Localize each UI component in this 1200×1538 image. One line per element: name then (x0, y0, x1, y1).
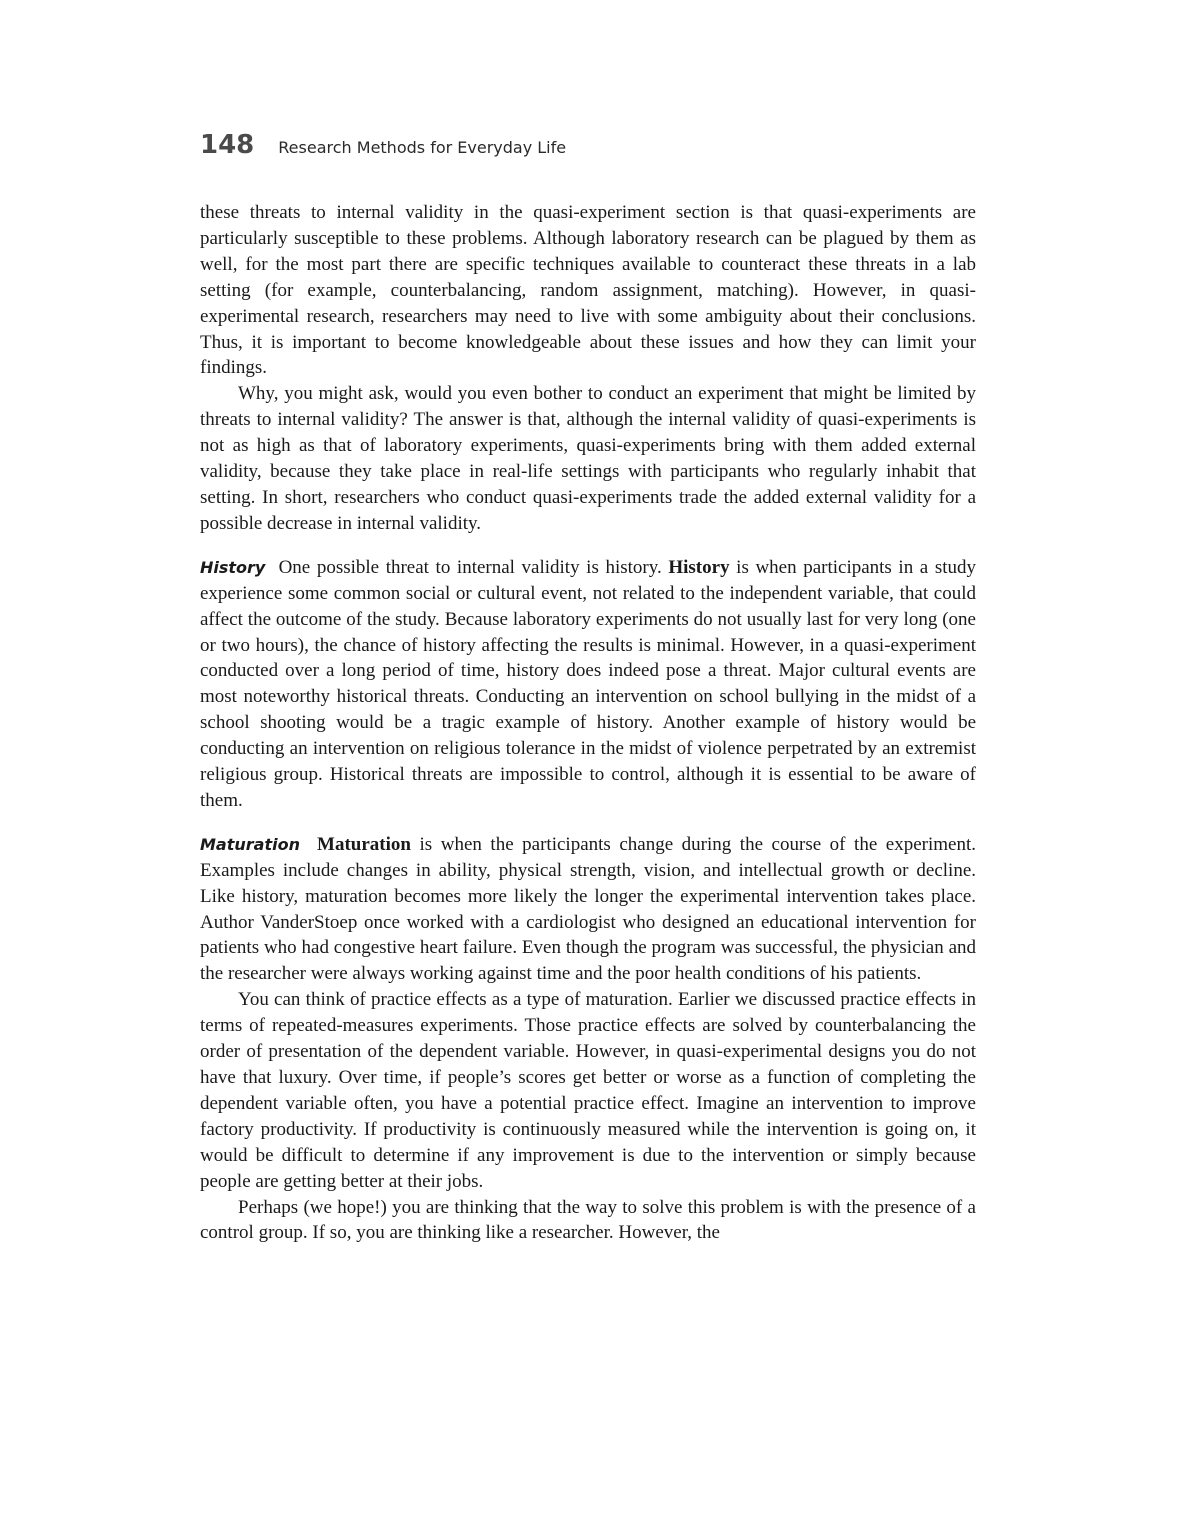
paragraph-lead: One possible threat to internal validity is history. (278, 556, 669, 578)
book-title: Research Methods for Everyday Life (278, 138, 567, 157)
running-head (200, 130, 976, 170)
section-heading-history: History (200, 557, 266, 577)
paragraph-text: is when the participants change during the course of the experiment. Examples include changes in ability, physical strength, vision, and intellectual growth or decline. Like history, maturation becomes more likely the longer the experimental intervention takes place. Author VanderStoep once worked with a cardiologist who designed an educational intervention for patients who had congestive heart failure. Even though the program was successful, the physician and the researcher were always working against time and the poor health conditions of his patients. (200, 833, 976, 985)
paragraph-continuation (200, 200, 976, 381)
paragraph-text: You can think of practice effects as a type of maturation. Earlier we discussed practice effects in terms of repeated-measures experiments. Those practice effects are solved by counterbalancing the order of presentation of the dependent variable. However, in quasi-experimental designs you do not have that luxury. Over time, if people’s scores get better or worse as a function of completing the dependent variable often, you have a potential practice effect. Imagine an intervention to improve factory productivity. If productivity is continuously measured while the intervention is going on, it would be difficult to determine if any improvement is due to the intervention or simply because people are getting better at their jobs. (200, 989, 976, 1192)
page-number: 148 (200, 130, 255, 160)
paragraph-text: Perhaps (we hope!) you are thinking that the way to solve this problem is with the presence of a control group. If so, you are thinking like a researcher. However, the (200, 1196, 976, 1244)
paragraph-practice-effects (200, 987, 976, 1194)
paragraph-control-group (200, 1195, 976, 1247)
section-heading-maturation: Maturation (200, 834, 300, 854)
section-history (200, 555, 976, 814)
term-maturation: Maturation (317, 833, 411, 855)
section-maturation (200, 832, 976, 987)
paragraph-why-bother (200, 381, 976, 536)
paragraph-text: these threats to internal validity in the quasi-experiment section is that quasi-experiments are particularly susceptible to these problems. Although laboratory research can be plagued by them as well, for the most part there are specific techniques available to counteract these threats in a lab setting (for example, counterbalancing, random assignment, matching). However, in quasi-experimental research, researchers may need to live with some ambiguity about their conclusions. Thus, it is important to become knowledgeable about these issues and how they can limit your findings. (200, 202, 976, 379)
paragraph-text: Why, you might ask, would you even bother to conduct an experiment that might be limited by threats to internal validity? The answer is that, although the internal validity of quasi-experiments is not as high as that of laboratory experiments, quasi-experiments bring with them added external validity, because they take place in real-life settings with participants who regularly inhabit that setting. In short, researchers who conduct quasi-experiments trade the added external validity for a possible decrease in internal validity. (200, 383, 976, 534)
term-history: History (668, 556, 730, 578)
body-text (200, 200, 976, 1246)
paragraph-text: is when participants in a study experience some common social or cultural event, not related to the independent variable, that could affect the outcome of the study. Because laboratory experiments do not usually last for very long (one or two hours), the chance of history affecting the results is minimal. However, in a quasi-experiment conducted over a long period of time, history does indeed pose a threat. Major cultural events are most noteworthy historical threats. Conducting an intervention on school bullying in the midst of a school shooting would be a tragic example of history. Another example of history would be conducting an intervention on religious tolerance in the midst of violence perpetrated by an extremist religious group. Historical threats are impossible to control, although it is essential to be aware of them. (200, 556, 977, 811)
